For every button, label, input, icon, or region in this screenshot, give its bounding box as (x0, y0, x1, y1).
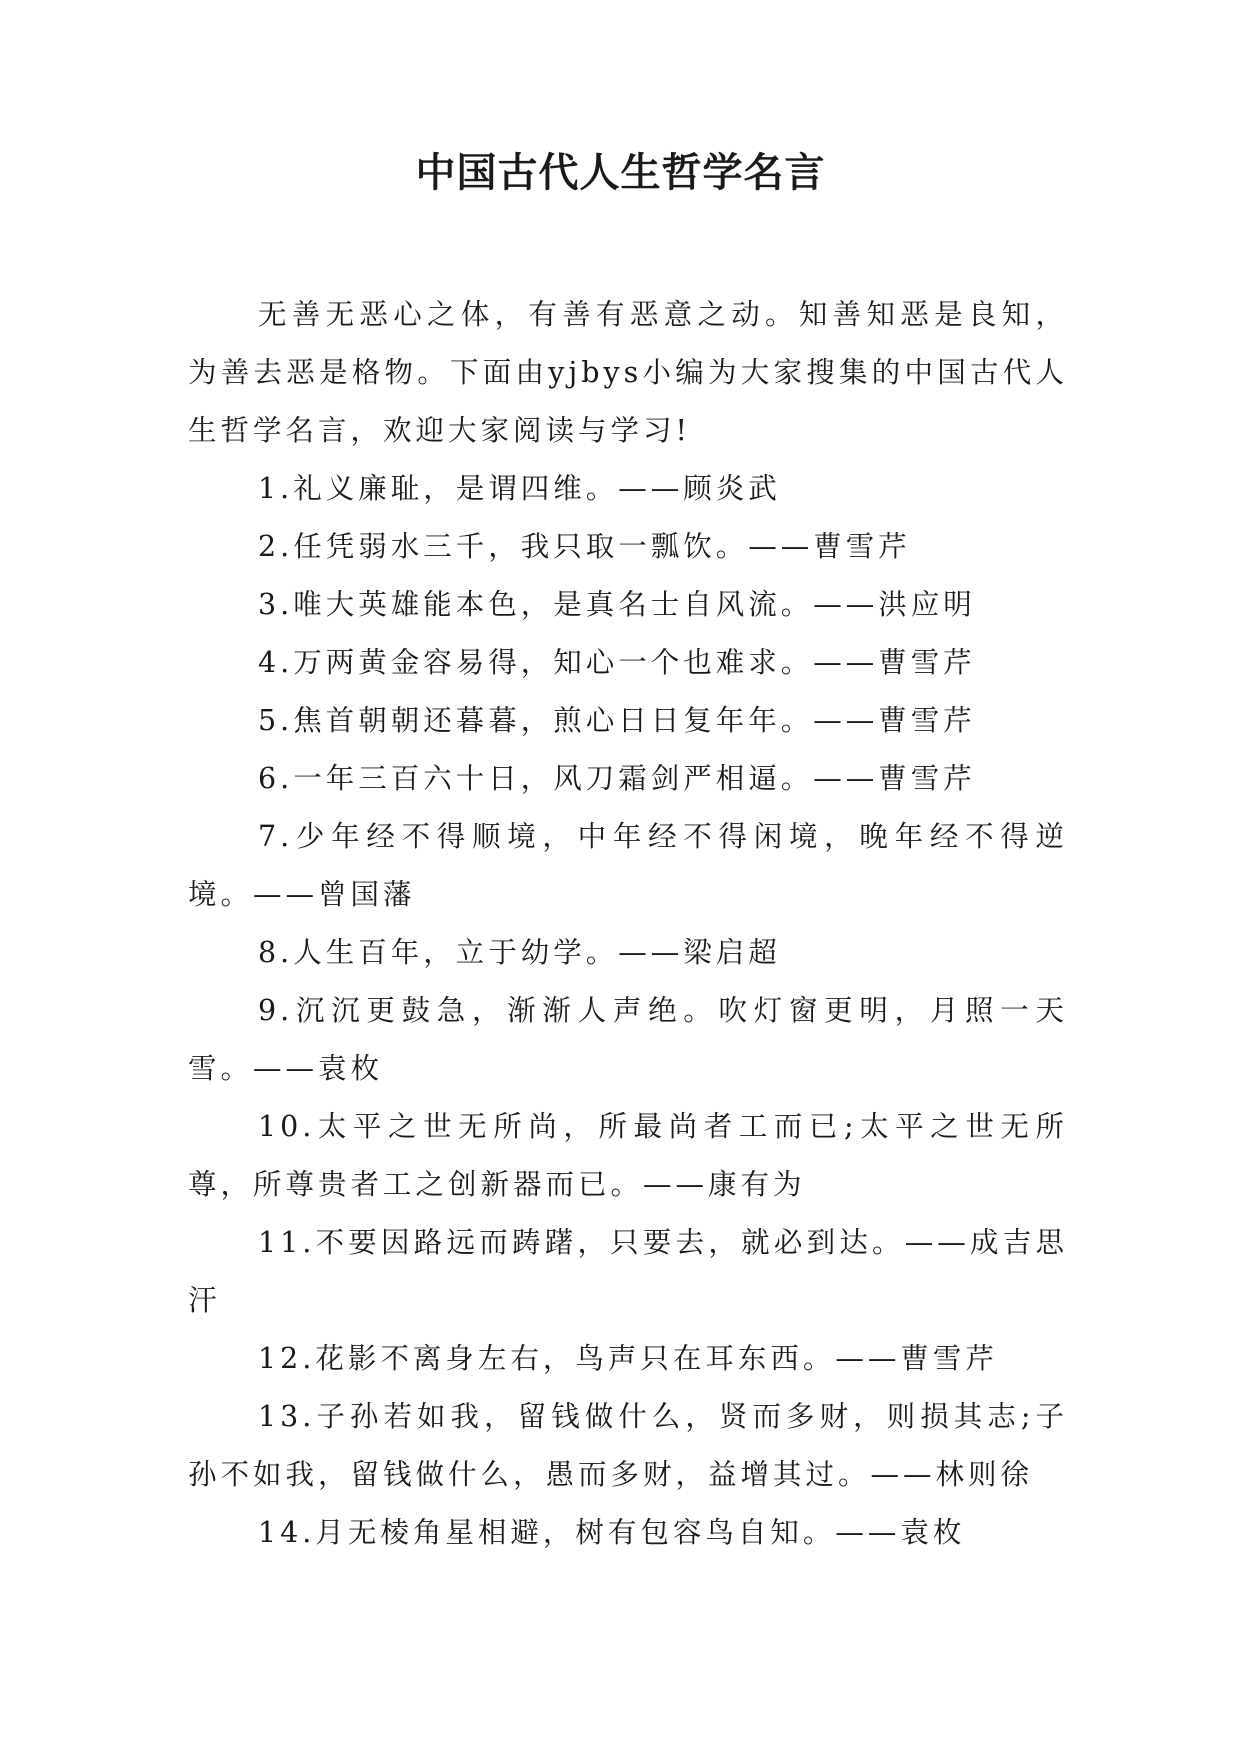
document-body (188, 286, 1068, 1562)
quote-item-12: 12.花影不离身左右，鸟声只在耳东西。——曹雪芹 (258, 1342, 998, 1375)
quote-item-9: 9.沉沉更鼓急，渐渐人声绝。吹灯窗更明，月照一天雪。——袁枚 (188, 994, 1068, 1085)
quote-item-6: 6.一年三百六十日，风刀霜剑严相逼。——曹雪芹 (258, 762, 976, 795)
quote-item-3: 3.唯大英雄能本色，是真名士自风流。——洪应明 (258, 588, 976, 621)
quote-item-5: 5.焦首朝朝还暮暮，煎心日日复年年。——曹雪芹 (258, 704, 976, 737)
quote-item-10: 10.太平之世无所尚，所最尚者工而已;太平之世无所尊，所尊贵者工之创新器而已。——康有为 (188, 1110, 1068, 1201)
quote-item-4: 4.万两黄金容易得，知心一个也难求。——曹雪芹 (258, 646, 976, 679)
quote-item-8: 8.人生百年，立于幼学。——梁启超 (258, 936, 781, 969)
quote-item-13: 13.子孙若如我，留钱做什么，贤而多财，则损其志;子孙不如我，留钱做什么，愚而多财，益增其过。——林则徐 (188, 1400, 1068, 1491)
quote-item-7: 7.少年经不得顺境，中年经不得闲境，晚年经不得逆境。——曾国藩 (188, 820, 1068, 911)
intro-paragraph: 无善无恶心之体，有善有恶意之动。知善知恶是良知，为善去恶是格物。下面由yjbys小编为大家搜集的中国古代人生哲学名言，欢迎大家阅读与学习! (188, 298, 1068, 447)
document-title: 中国古代人生哲学名言 (415, 149, 826, 196)
quote-item-1: 1.礼义廉耻，是谓四维。——顾炎武 (258, 472, 781, 505)
quote-item-14: 14.月无棱角星相避，树有包容鸟自知。——袁枚 (258, 1516, 966, 1549)
quote-item-11: 11.不要因路远而踌躇，只要去，就必到达。——成吉思汗 (188, 1226, 1068, 1317)
quote-item-2: 2.任凭弱水三千，我只取一瓢饮。——曹雪芹 (258, 530, 911, 563)
